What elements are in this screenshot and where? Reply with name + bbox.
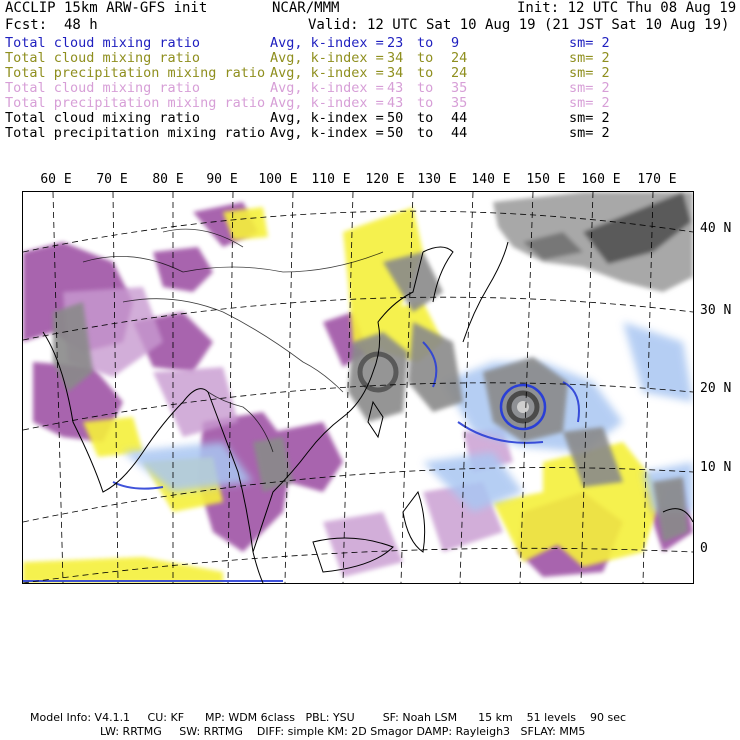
legend-to: to	[417, 95, 434, 111]
longitude-label: 140 E	[471, 172, 511, 187]
forecast-label: Fcst:	[5, 17, 48, 33]
legend-avg: Avg, k-index =	[270, 80, 384, 96]
longitude-label: 100 E	[258, 172, 298, 187]
longitude-label: 80 E	[152, 172, 184, 187]
legend-avg: Avg, k-index =	[270, 125, 384, 141]
legend-to: to	[417, 110, 434, 126]
model-title: ACCLIP 15km ARW-GFS init	[5, 0, 208, 16]
latitude-label: 20 N	[700, 381, 732, 396]
legend-k1: 43	[387, 80, 404, 96]
legend-field: Total cloud mixing ratio	[5, 35, 201, 51]
latitude-label: 10 N	[700, 460, 732, 475]
legend-sm: sm= 2	[569, 125, 610, 141]
legend-sm: sm= 2	[569, 80, 610, 96]
legend-field: Total precipitation mixing ratio	[5, 65, 266, 81]
forecast-map	[22, 191, 694, 584]
longitude-label: 70 E	[96, 172, 128, 187]
legend-k1: 50	[387, 110, 404, 126]
legend-sm: sm= 2	[569, 50, 610, 66]
latitude-label: 40 N	[700, 221, 732, 236]
legend-to: to	[417, 35, 434, 51]
legend-k2: 35	[451, 80, 468, 96]
legend-avg: Avg, k-index =	[270, 35, 384, 51]
legend-k1: 50	[387, 125, 404, 141]
model-info-line2: LW: RRTMG SW: RRTMG DIFF: simple KM: 2D Smagor DAMP: Rayleigh3 SFLAY: MM5	[100, 725, 586, 738]
init-time: Init: 12 UTC Thu 08 Aug 19	[517, 0, 737, 16]
legend-sm: sm= 2	[569, 35, 610, 51]
forecast-hours: 48 h	[64, 17, 98, 33]
legend-avg: Avg, k-index =	[270, 110, 384, 126]
longitude-label: 130 E	[417, 172, 457, 187]
legend-sm: sm= 2	[569, 95, 610, 111]
legend-sm: sm= 2	[569, 65, 610, 81]
legend-field: Total precipitation mixing ratio	[5, 125, 266, 141]
legend-k1: 34	[387, 50, 404, 66]
legend-k2: 44	[451, 125, 468, 141]
legend-k2: 24	[451, 50, 468, 66]
latitude-label: 30 N	[700, 303, 732, 318]
legend-avg: Avg, k-index =	[270, 95, 384, 111]
model-info-line1: Model Info: V4.1.1 CU: KF MP: WDM 6class PBL: YSU SF: Noah LSM 15 km 51 levels 90 sec	[30, 711, 627, 724]
longitude-label: 120 E	[365, 172, 405, 187]
longitude-label: 150 E	[526, 172, 566, 187]
legend-field: Total cloud mixing ratio	[5, 110, 201, 126]
legend-to: to	[417, 80, 434, 96]
longitude-label: 110 E	[311, 172, 351, 187]
legend-k2: 44	[451, 110, 468, 126]
legend-sm: sm= 2	[569, 110, 610, 126]
org-label: NCAR/MMM	[272, 0, 340, 16]
legend-to: to	[417, 125, 434, 141]
legend-field: Total cloud mixing ratio	[5, 50, 201, 66]
legend-field: Total cloud mixing ratio	[5, 80, 201, 96]
longitude-label: 90 E	[206, 172, 238, 187]
legend-k1: 34	[387, 65, 404, 81]
longitude-label: 160 E	[581, 172, 621, 187]
legend-k2: 35	[451, 95, 468, 111]
legend-field: Total precipitation mixing ratio	[5, 95, 266, 111]
latitude-label: 0	[700, 541, 708, 556]
longitude-label: 60 E	[40, 172, 72, 187]
legend-avg: Avg, k-index =	[270, 50, 384, 66]
legend-k1: 43	[387, 95, 404, 111]
legend-to: to	[417, 50, 434, 66]
legend-k1: 23	[387, 35, 404, 51]
legend-to: to	[417, 65, 434, 81]
legend-avg: Avg, k-index =	[270, 65, 384, 81]
typhoon-lekima	[501, 385, 545, 429]
legend-k2: 9	[451, 35, 460, 51]
valid-time: Valid: 12 UTC Sat 10 Aug 19 (21 JST Sat 10 Aug 19)	[308, 17, 730, 33]
legend-k2: 24	[451, 65, 468, 81]
longitude-label: 170 E	[637, 172, 677, 187]
